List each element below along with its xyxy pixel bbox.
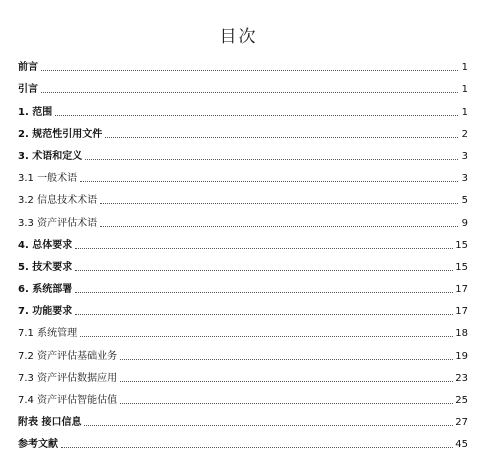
toc-entry-label: 7. 功能要求 <box>18 306 73 318</box>
toc-entry-label: 引言 <box>18 84 38 96</box>
toc-entry[interactable] <box>18 207 468 229</box>
toc-entry-page-number: 3 <box>461 150 468 162</box>
toc-entry-label: 1. 范围 <box>18 106 53 118</box>
toc-entry-label: 6. 系统部署 <box>18 284 73 296</box>
toc-entry-label: 2. 规范性引用文件 <box>18 128 103 140</box>
toc-entry[interactable] <box>18 274 468 296</box>
dot-leader <box>120 402 453 404</box>
toc-entry-label: 3.3 资产评估术语 <box>18 217 98 229</box>
toc-entry-label: 5. 技术要求 <box>18 261 73 273</box>
toc-entry[interactable] <box>18 119 468 141</box>
toc-entry-label: 3. 术语和定义 <box>18 150 83 162</box>
toc-entry[interactable] <box>18 252 468 274</box>
toc-entry[interactable] <box>18 163 468 185</box>
toc-entry[interactable] <box>18 96 468 118</box>
toc-entry[interactable] <box>18 363 468 385</box>
toc-entry-page-number: 1 <box>461 106 468 118</box>
toc-entry[interactable] <box>18 429 468 451</box>
toc-entry-label: 3.2 信息技术术语 <box>18 195 98 207</box>
dot-leader <box>84 424 453 426</box>
toc-entry-page-number: 1 <box>461 62 468 74</box>
toc-entry-page-number: 9 <box>461 217 468 229</box>
toc-entry-label: 附表 接口信息 <box>18 417 82 429</box>
toc-entry-page-number: 19 <box>455 350 468 362</box>
toc-entry-label: 参考文献 <box>18 439 58 451</box>
dot-leader <box>55 114 458 116</box>
dot-leader <box>61 446 453 448</box>
toc-entry-label: 7.3 资产评估数据应用 <box>18 372 118 384</box>
toc-entry-page-number: 18 <box>455 328 468 340</box>
toc-entry-label: 7.2 资产评估基础业务 <box>18 350 118 362</box>
toc-entry-label: 前言 <box>18 62 38 74</box>
toc-entry[interactable] <box>18 185 468 207</box>
toc-entry[interactable] <box>18 340 468 362</box>
dot-leader <box>75 269 453 271</box>
toc-entry[interactable] <box>18 385 468 407</box>
toc-entry-page-number: 5 <box>461 195 468 207</box>
toc-entry[interactable] <box>18 407 468 429</box>
dot-leader <box>120 358 453 360</box>
toc-entry[interactable] <box>18 141 468 163</box>
dot-leader <box>100 225 458 227</box>
toc-entry-page-number: 15 <box>455 239 468 251</box>
toc-entry[interactable] <box>18 230 468 252</box>
dot-leader <box>41 69 458 71</box>
dot-leader <box>41 91 458 93</box>
dot-leader <box>105 136 458 138</box>
toc-entry-page-number: 15 <box>455 261 468 273</box>
dot-leader <box>80 180 458 182</box>
toc-entry-page-number: 17 <box>455 306 468 318</box>
page-title: 目次 <box>219 27 258 47</box>
dot-leader <box>100 202 458 204</box>
dot-leader <box>120 380 453 382</box>
toc-entry[interactable] <box>18 74 468 96</box>
toc-entry-label: 7.4 资产评估智能估值 <box>18 395 118 406</box>
toc-entry-page-number: 17 <box>455 284 468 296</box>
toc-entry[interactable] <box>18 318 468 340</box>
dot-leader <box>75 291 453 293</box>
toc-entry-label: 3.1 一般术语 <box>18 173 78 185</box>
toc-entry-page-number: 3 <box>461 173 468 185</box>
toc-entry-page-number: 1 <box>461 84 468 96</box>
dot-leader <box>80 335 453 337</box>
toc-entry-label: 7.1 系统管理 <box>18 328 78 340</box>
toc-entry-page-number: 45 <box>455 439 468 451</box>
toc-list <box>18 52 468 451</box>
toc-entry-page-number: 25 <box>455 395 468 406</box>
toc-entry-label: 4. 总体要求 <box>18 239 73 251</box>
toc-entry-page-number: 27 <box>455 417 468 429</box>
toc-entry-page-number: 23 <box>455 372 468 384</box>
toc-entry[interactable] <box>18 52 468 74</box>
dot-leader <box>75 247 453 249</box>
dot-leader <box>85 158 458 160</box>
toc-entry[interactable] <box>18 296 468 318</box>
dot-leader <box>75 313 453 315</box>
toc-entry-page-number: 2 <box>461 128 468 140</box>
